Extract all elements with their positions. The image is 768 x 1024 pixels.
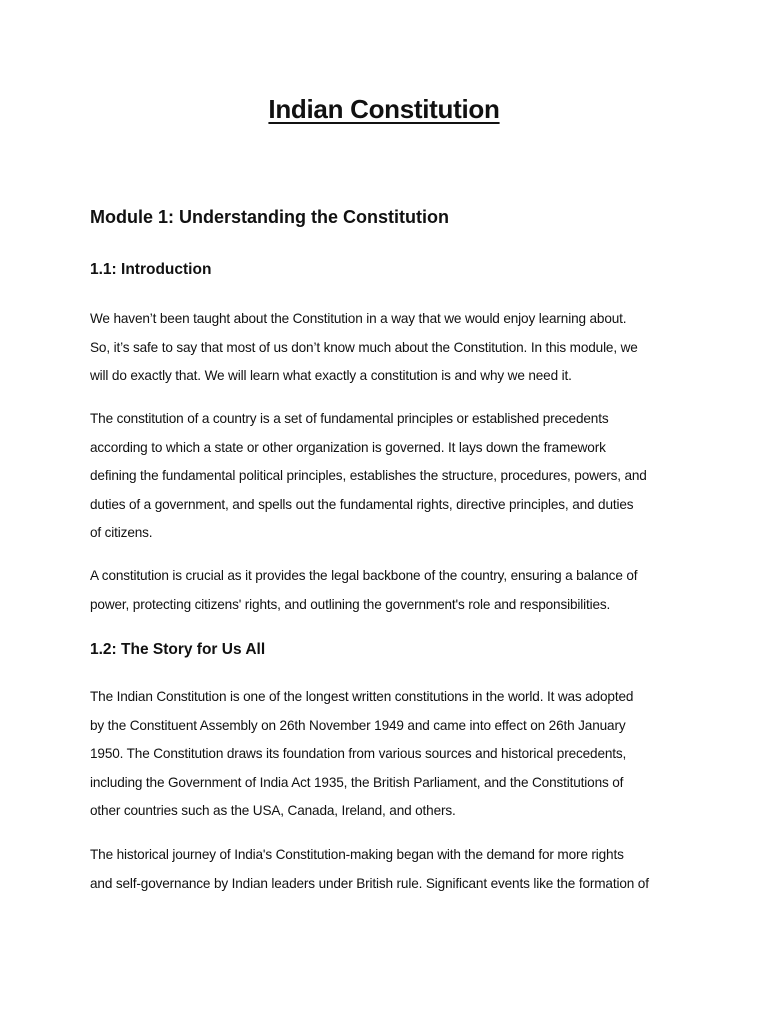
section-heading-introduction: 1.1: Introduction (90, 261, 212, 278)
text-line: of citizens. (90, 525, 153, 540)
text-line: We haven’t been taught about the Constitution in a way that we would enjoy learning about. (90, 311, 627, 326)
text-line: duties of a government, and spells out the fundamental rights, directive principles, and duties (90, 496, 634, 512)
text-line: by the Constituent Assembly on 26th November 1949 and came into effect on 26th January (90, 717, 626, 733)
text-line: defining the fundamental political principles, establishes the structure, procedures, powers, and (90, 468, 647, 483)
paragraph (90, 405, 684, 548)
text-line: The constitution of a country is a set of fundamental principles or established precedents (90, 411, 609, 426)
document-title: Indian Constitution (268, 94, 500, 124)
text-line: and self-governance by Indian leaders under British rule. Significant events like the formation of (90, 875, 649, 891)
paragraph (90, 683, 684, 826)
text-line: A constitution is crucial as it provides the legal backbone of the country, ensuring a balance of (90, 568, 638, 583)
text-line: including the Government of India Act 1935, the British Parliament, and the Constitutions of (90, 774, 624, 790)
paragraph (90, 562, 684, 619)
text-line: other countries such as the USA, Canada, Ireland, and others. (90, 803, 456, 818)
text-line: power, protecting citizens' rights, and outlining the government's role and responsibilities. (90, 596, 611, 612)
paragraph (90, 841, 684, 898)
text-line: So, it’s safe to say that most of us don’t know much about the Constitution. In this module, we (90, 339, 638, 355)
text-line: 1950. The Constitution draws its foundation from various sources and historical precedents, (90, 746, 627, 761)
section-heading-story: 1.2: The Story for Us All (90, 641, 266, 658)
text-line: will do exactly that. We will learn what exactly a constitution is and why we need it. (90, 368, 572, 383)
text-line: according to which a state or other organization is governed. It lays down the framework (90, 439, 606, 455)
module-heading: Module 1: Understanding the Constitution (90, 207, 449, 227)
paragraph (90, 305, 684, 391)
text-line: The Indian Constitution is one of the longest written constitutions in the world. It was adopted (90, 689, 634, 704)
text-line: The historical journey of India's Constitution-making began with the demand for more rights (90, 847, 624, 862)
